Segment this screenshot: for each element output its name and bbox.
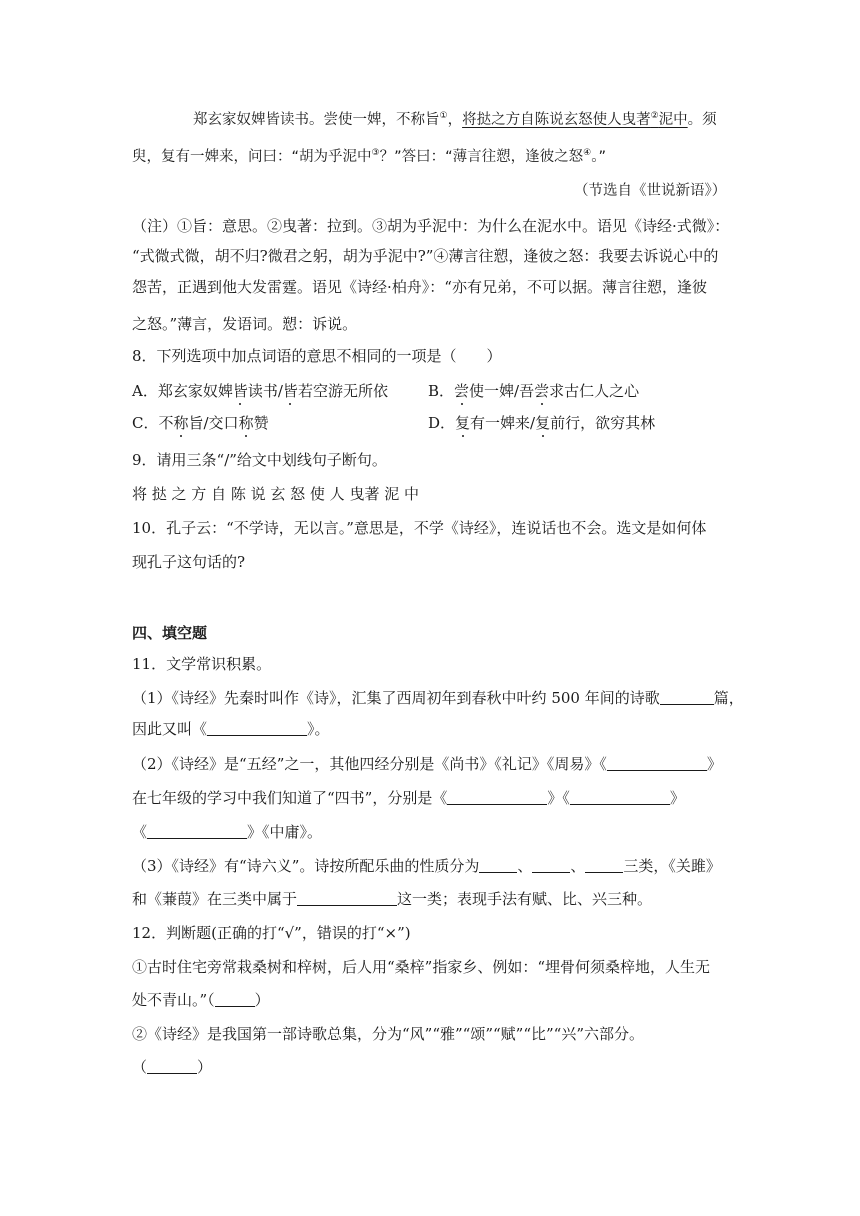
note-marker: ③ [371,148,380,158]
question-10-line-2: 现孔子这句话的? [132,553,246,571]
section-heading: 四、填空题 [132,624,208,642]
answer-blank[interactable] [607,755,707,771]
passage-text: 。” [591,149,606,165]
question-11-3-line-1: （3）《诗经》有“诗六义”。诗按所配乐曲的性质分为 、 、 三类，《关雎》 [132,857,721,875]
note-line: （注）①旨：意思。②曳著：拉到。③胡为乎泥中：为什么在泥水中。语见《诗经·式微》： [132,217,730,235]
answer-blank[interactable] [585,857,623,873]
question-11-stem: 11．文学常识积累。 [132,655,272,673]
option-c[interactable]: C．不称旨/交口称赞 [132,414,269,432]
dotted-word: 称 [173,414,189,432]
answer-blank[interactable] [447,789,547,805]
option-a[interactable]: A．郑玄家奴婢皆读书/皆若空游无所依 [132,382,388,400]
underlined-text: 泥中 [658,112,688,128]
answer-blank[interactable] [570,789,670,805]
passage-text: ？”答曰：“薄言往愬，逢彼之怒 [379,149,584,165]
question-12-item-2-line-1: ②《诗经》是我国第一部诗歌总集，分为“风”“雅”“颂”“赋”“比”“兴”六部分。 [132,1025,645,1043]
dotted-word: 尝 [454,382,470,400]
dotted-word: 皆 [232,382,248,400]
question-12-stem: 12．判断题(正确的打“√”，错误的打“×”) [132,924,411,942]
note-line: 之怒。”薄言，发语词。愬：诉说。 [132,315,358,333]
dotted-word: 称 [238,414,254,432]
passage-text: 臾，复有一婢来，问曰：“胡为乎泥中 [132,149,372,165]
question-9-sentence: 将 挞 之 方 自 陈 说 玄 怒 使 人 曳著 泥 中 [132,485,419,503]
answer-blank[interactable] [660,689,714,705]
question-12-item-1-line-2: 处不青山。”（ ） [132,991,270,1009]
question-12-item-1-line-1: ①古时住宅旁常栽桑树和梓树，后人用“桑梓”指家乡、例如：“埋骨何须桑梓地，人生无 [132,958,711,976]
question-11-2-line-2: 在七年级的学习中我们知道了“四书”，分别是《 》《 》 [132,789,685,807]
answer-blank[interactable] [297,890,397,906]
answer-blank[interactable] [532,857,570,873]
question-12-item-2-line-2: （ ） [132,1058,213,1076]
answer-blank[interactable] [207,720,307,736]
answer-blank[interactable] [147,1058,197,1074]
underlined-sentence [462,112,688,128]
option-d[interactable]: D．复有一婢来/复前行，欲穷其林 [428,414,656,432]
passage-text: ， [447,112,463,128]
note-marker: ① [439,111,448,121]
passage-line-1 [193,110,717,130]
question-11-2-line-1: （2）《诗经》是“五经”之一，其他四经分别是《尚书》《礼记》《周易》《 》 [132,755,722,773]
dotted-word: 复 [455,414,471,432]
note-marker: ② [650,111,659,121]
question-8-stem: 8．下列选项中加点词语的意思不相同的一项是（ ） [132,347,502,365]
answer-blank[interactable] [479,857,517,873]
question-9-stem: 9．请用三条“/”给文中划线句子断句。 [132,451,387,469]
note-line: “式微式微，胡不归?微君之躬，胡为乎泥中?”④薄言往愬，逢彼之怒：我要去诉说心中的 [132,247,719,265]
passage-line-2 [132,147,606,167]
note-line: 怨苦，正遇到他大发雷霆。语见《诗经·柏舟》：“亦有兄弟，不可以据。薄言往愬，逢彼 [132,278,707,296]
dotted-word: 复 [535,414,551,432]
question-10-line-1: 10．孔子云：“不学诗，无以言。”意思是，不学《诗经》，连说话也不会。选文是如何体 [132,519,707,537]
passage-text: 。须 [687,112,717,128]
note-marker: ④ [583,148,592,158]
dotted-word: 尝 [534,382,550,400]
question-11-2-line-3: 《 》《中庸》。 [132,823,323,841]
answer-blank[interactable] [147,823,247,839]
dotted-word: 皆 [282,382,298,400]
question-11-1-line-1: （1）《诗经》先秦时叫作《诗》，汇集了西周初年到春秋中叶约 500 年间的诗歌 篇， [132,689,744,707]
answer-blank[interactable] [215,991,255,1007]
option-b[interactable]: B．尝使一婢/吾尝求古仁人之心 [428,382,640,400]
question-11-1-line-2: 因此又叫《 》。 [132,720,330,738]
underlined-text: 将挞之方自陈说玄怒使人曳著 [462,112,651,128]
passage-text: 郑玄家奴婢皆读书。尝使一婢，不称旨 [193,112,440,128]
passage-source: （节选自《世说新语》） [574,183,727,199]
question-11-3-line-2: 和《蒹葭》在三类中属于 这一类；表现手法有赋、比、兴三种。 [132,890,653,908]
